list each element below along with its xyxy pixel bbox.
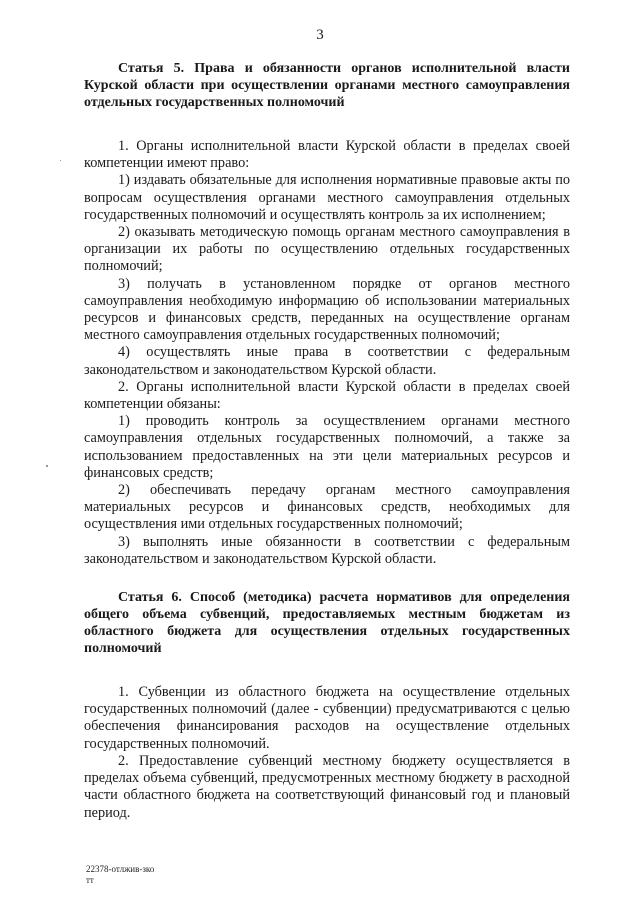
article-5-paragraph: 3) выполнять иные обязанности в соответствии с федеральным законодательством и законодательством Курской области. <box>84 533 570 567</box>
article-5-paragraph: 2) обеспечивать передачу органам местного самоуправления материальных ресурсов и финансовых средств, необходимых для осуществления ими отдельных государственных полномочий; <box>84 482 570 533</box>
article-5-paragraph: 1) издавать обязательные для исполнения нормативные правовые акты по вопросам осуществления органами местного самоуправления отдельных государственных полномочий и осуществлять контроль за их исполнением; <box>84 172 570 223</box>
footer-marking: тт <box>86 875 94 885</box>
article-5-paragraph: 2. Органы исполнительной власти Курской области в пределах своей компетенции обязаны: <box>84 378 570 413</box>
document-body <box>84 60 570 822</box>
article-5-heading: Статья 5. Права и обязанности органов исполнительной власти Курской области при осуществлении органами местного самоуправления отдельных государственных полномочий <box>84 61 570 110</box>
article-5-paragraph: 4) осуществлять иные права в соответствии с федеральным законодательством и законодательством Курской области. <box>84 344 570 378</box>
article-5-paragraph: 1) проводить контроль за осуществлением органами местного самоуправления отдельных государственных полномочий, а также за использованием предоставленных на эти цели материальных ресурсов и финансовых средств; <box>84 413 570 481</box>
article-5-paragraph: 3) получать в установленном порядке от органов местного самоуправления необходимую информацию об использовании материальных ресурсов и финансовых средств, переданных на осуществление органам местного самоуправления отдельных государственных полномочий; <box>84 275 570 344</box>
article-6 <box>84 589 570 822</box>
footer <box>86 864 154 886</box>
article-6-paragraph: 1. Субвенции из областного бюджета на осуществление отдельных государственных полномочий (далее - субвенции) предусматриваются с целью обеспечения финансирования расходов на осуществление отдельных государственных полномочий. <box>84 684 570 752</box>
scan-speck <box>46 465 48 467</box>
page-number: 3 <box>316 27 324 43</box>
article-5-paragraph: 2) оказывать методическую помощь органам местного самоуправления в организации их работы по осуществлению отдельных государственных полномочий; <box>84 224 570 275</box>
article-6-heading: Статья 6. Способ (методика) расчета нормативов для определения общего объема субвенций, предоставляемых местным бюджетам из областного бюджета для осуществления отдельных государственных полномочий <box>84 590 570 657</box>
article-5-paragraph: 1. Органы исполнительной власти Курской области в пределах своей компетенции имеют право: <box>84 138 570 172</box>
scan-speck <box>60 160 61 161</box>
article-5 <box>84 60 570 568</box>
footer-document-code: 22378-отлжив-зко <box>86 864 155 874</box>
article-6-paragraph: 2. Предоставление субвенций местному бюджету осуществляется в пределах объема субвенций, предусмотренных местному бюджету в расходной части областного бюджета на соответствующий финансовый год и плановый период. <box>84 752 570 821</box>
